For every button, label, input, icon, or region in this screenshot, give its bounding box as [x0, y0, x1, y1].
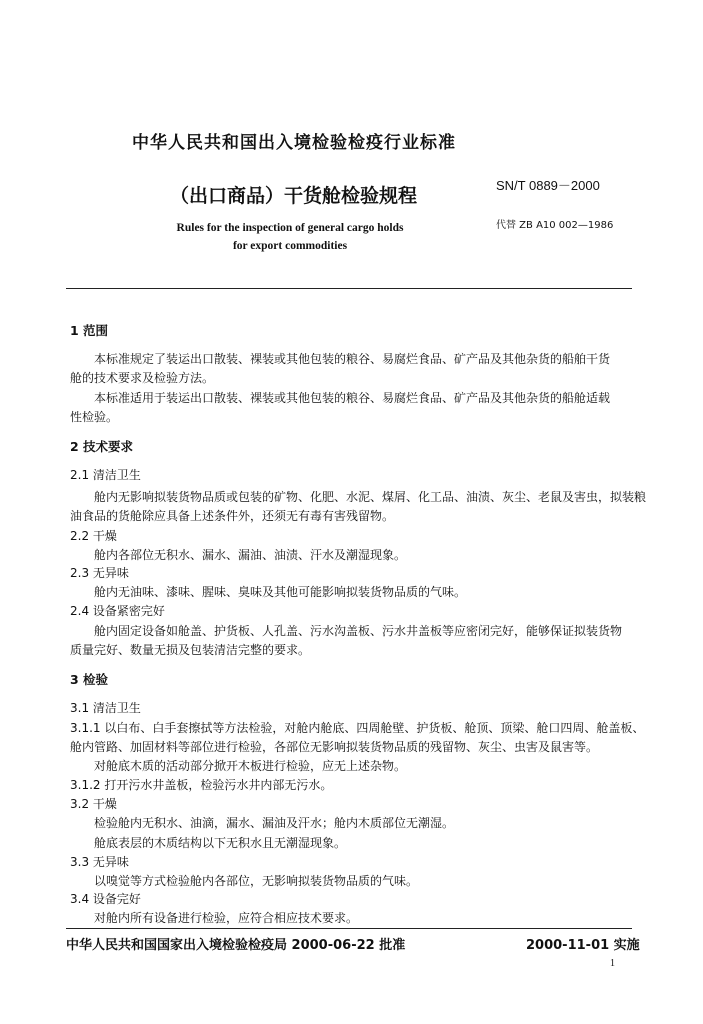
- clause-3-1-title: 3.1 清洁卫生: [70, 701, 141, 715]
- english-title-line-1: Rules for the inspection of general cargo holds: [176, 222, 404, 234]
- paragraph-line: 舱的技术要求及检验方法。: [70, 371, 215, 385]
- paragraph-line: 性检验。: [70, 410, 119, 424]
- paragraph-line: 以嗅觉等方式检验舱内各部位，无影响拟装货物品质的气味。: [94, 874, 419, 888]
- english-title-line-2: for export commodities: [232, 240, 348, 252]
- paragraph-line: 本标准适用于装运出口散装、裸装或其他包装的粮谷、易腐烂食品、矿产品及其他杂货的船舱适载: [94, 391, 611, 405]
- section-2-title: 2 技术要求: [70, 439, 134, 454]
- approval-line: 中华人民共和国国家出入境检验检疫局 2000-06-22 批准: [66, 938, 406, 953]
- clause-2-4-title: 2.4 设备紧密完好: [70, 604, 165, 618]
- paragraph-line: 舱内固定设备如舱盖、护货板、人孔盖、污水沟盖板、污水井盖板等应密闭完好，能够保证拟装货物: [94, 624, 623, 638]
- paragraph-line: 舱内无油味、漆味、腥味、臭味及其他可能影响拟装货物品质的气味。: [94, 585, 467, 599]
- paragraph-line: 本标准规定了装运出口散装、裸装或其他包装的粮谷、易腐烂食品、矿产品及其他杂货的船舶干货: [94, 352, 611, 366]
- industry-standard-heading: 中华人民共和国出入境检验检疫行业标准: [132, 133, 456, 153]
- paragraph-line: 舱内管路、加固材料等部位进行检验，各部位无影响拟装货物品质的残留物、灰尘、虫害及鼠害等。: [70, 740, 599, 754]
- document-title: （出口商品）干货舱检验规程: [170, 185, 418, 207]
- clause-2-1-title: 2.1 清洁卫生: [70, 468, 141, 482]
- standard-number: SN/T 0889－2000: [496, 178, 600, 193]
- section-3-title: 3 检验: [70, 672, 109, 687]
- clause-3-3-title: 3.3 无异味: [70, 855, 129, 869]
- paragraph-line: 油食品的货舱除应具备上述条件外，还须无有毒有害残留物。: [70, 509, 395, 523]
- paragraph-line: 质量完好、数量无损及包装清洁完整的要求。: [70, 643, 311, 657]
- paragraph-line: 3.1.1 以白布、白手套擦拭等方法检验，对舱内舱底、四周舱壁、护货板、舱顶、顶梁、舱口四周、舱盖板、: [70, 721, 645, 735]
- section-1-title: 1 范围: [70, 323, 109, 338]
- page-number: 1: [610, 958, 615, 969]
- clause-3-2-title: 3.2 干燥: [70, 797, 117, 811]
- paragraph-line: 对舱内所有设备进行检验，应符合相应技术要求。: [94, 911, 359, 925]
- paragraph-line: 舱内无影响拟装货物品质或包装的矿物、化肥、水泥、煤屑、化工品、油渍、灰尘、老鼠及害虫，拟装粮: [94, 490, 647, 504]
- clause-3-4-title: 3.4 设备完好: [70, 892, 141, 906]
- clause-2-3-title: 2.3 无异味: [70, 566, 129, 580]
- paragraph-line: 对舱底木质的活动部分掀开木板进行检验，应无上述杂物。: [94, 759, 407, 773]
- paragraph-line: 舱内各部位无积水、漏水、漏油、油渍、汗水及潮湿现象。: [94, 548, 407, 562]
- paragraph-line: 舱底表层的木质结构以下无积水且无潮湿现象。: [94, 836, 347, 850]
- footer-divider: [66, 928, 632, 929]
- replaces-note: 代替 ZB A10 002—1986: [496, 220, 614, 231]
- clause-2-2-title: 2.2 干燥: [70, 529, 117, 543]
- implementation-date: 2000-11-01 实施: [526, 938, 640, 953]
- header-divider: [66, 288, 632, 289]
- paragraph-line: 检验舱内无积水、油滴，漏水、漏油及汗水；舱内木质部位无潮湿。: [94, 816, 455, 830]
- paragraph-line: 3.1.2 打开污水井盖板，检验污水井内部无污水。: [70, 778, 333, 792]
